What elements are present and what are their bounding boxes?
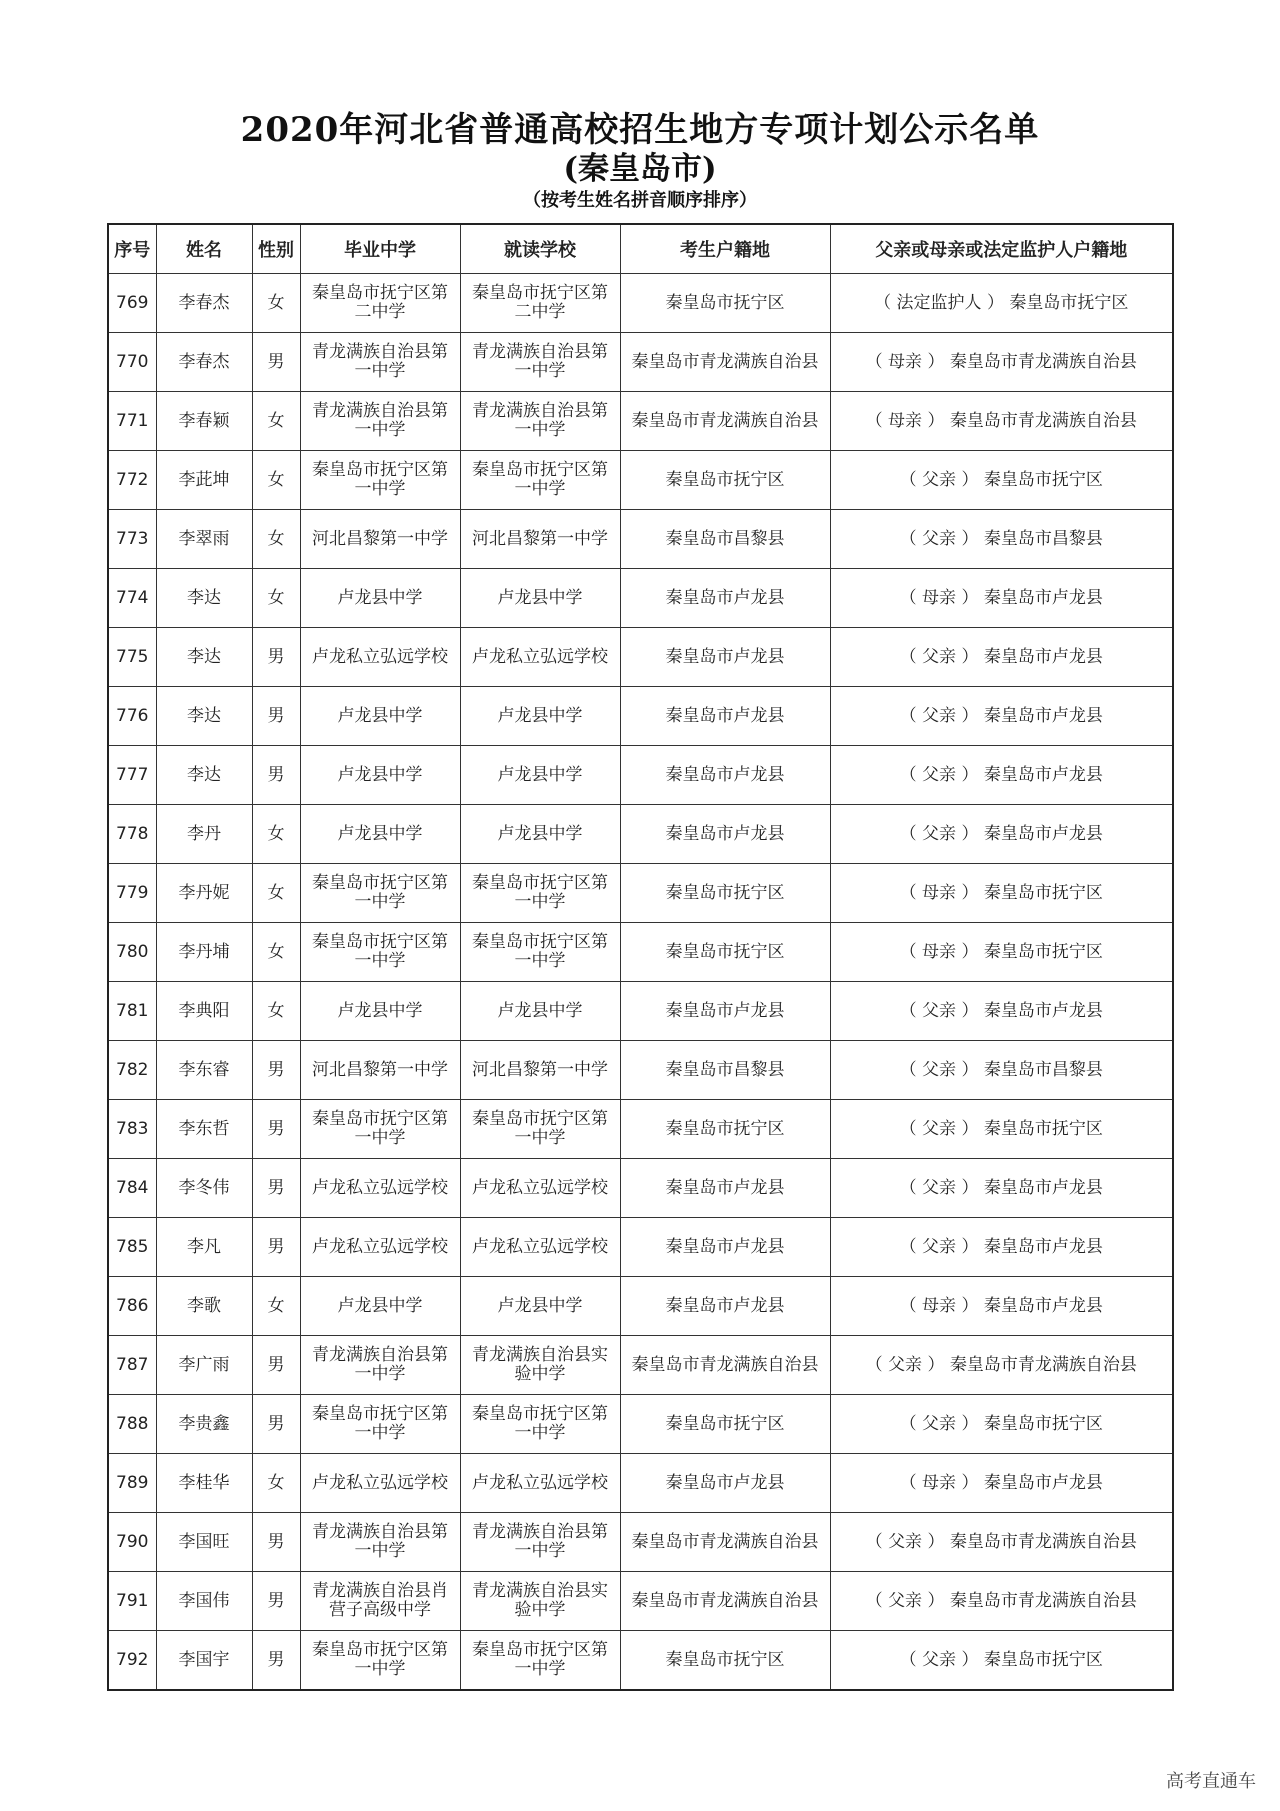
current-school-cell: 秦皇岛市抚宁区第一中学 <box>460 923 620 982</box>
graduation-school-cell: 卢龙私立弘远学校 <box>300 1218 460 1277</box>
current-school-cell: 青龙满族自治县第一中学 <box>460 333 620 392</box>
table-row <box>108 746 1173 805</box>
hukou-cell: 秦皇岛市抚宁区 <box>620 1631 830 1691</box>
seq-cell: 782 <box>108 1041 156 1100</box>
name-cell: 李国宇 <box>156 1631 252 1691</box>
gender-cell: 女 <box>252 864 300 923</box>
graduation-school-cell: 青龙满族自治县第一中学 <box>300 392 460 451</box>
table-row <box>108 805 1173 864</box>
graduation-school-cell: 卢龙私立弘远学校 <box>300 628 460 687</box>
guardian-hukou-cell: （ 父亲 ） 秦皇岛市昌黎县 <box>830 510 1173 569</box>
hukou-cell: 秦皇岛市青龙满族自治县 <box>620 1336 830 1395</box>
hukou-cell: 秦皇岛市卢龙县 <box>620 1159 830 1218</box>
graduation-school-cell: 青龙满族自治县第一中学 <box>300 1336 460 1395</box>
current-school-cell: 秦皇岛市抚宁区第一中学 <box>460 1395 620 1454</box>
graduation-school-cell: 卢龙县中学 <box>300 805 460 864</box>
gender-cell: 女 <box>252 392 300 451</box>
current-school-cell: 卢龙县中学 <box>460 982 620 1041</box>
name-cell: 李国伟 <box>156 1572 252 1631</box>
hukou-cell: 秦皇岛市卢龙县 <box>620 982 830 1041</box>
header-row <box>108 224 1173 274</box>
table-row <box>108 1454 1173 1513</box>
hukou-cell: 秦皇岛市卢龙县 <box>620 1277 830 1336</box>
gender-cell: 男 <box>252 746 300 805</box>
current-school-cell: 卢龙私立弘远学校 <box>460 1218 620 1277</box>
seq-cell: 786 <box>108 1277 156 1336</box>
guardian-hukou-cell: （ 父亲 ） 秦皇岛市卢龙县 <box>830 628 1173 687</box>
column-header: 姓名 <box>156 224 252 274</box>
table-row <box>108 1631 1173 1691</box>
guardian-hukou-cell: （ 父亲 ） 秦皇岛市抚宁区 <box>830 1631 1173 1691</box>
hukou-cell: 秦皇岛市卢龙县 <box>620 1218 830 1277</box>
graduation-school-cell: 卢龙县中学 <box>300 982 460 1041</box>
current-school-cell: 卢龙私立弘远学校 <box>460 1454 620 1513</box>
table-row <box>108 451 1173 510</box>
hukou-cell: 秦皇岛市卢龙县 <box>620 805 830 864</box>
hukou-cell: 秦皇岛市抚宁区 <box>620 1395 830 1454</box>
graduation-school-cell: 秦皇岛市抚宁区第一中学 <box>300 1100 460 1159</box>
gender-cell: 女 <box>252 1454 300 1513</box>
gender-cell: 男 <box>252 1395 300 1454</box>
current-school-cell: 河北昌黎第一中学 <box>460 1041 620 1100</box>
gender-cell: 男 <box>252 1572 300 1631</box>
gender-cell: 男 <box>252 1513 300 1572</box>
current-school-cell: 青龙满族自治县实验中学 <box>460 1572 620 1631</box>
seq-cell: 771 <box>108 392 156 451</box>
guardian-hukou-cell: （ 法定监护人 ） 秦皇岛市抚宁区 <box>830 274 1173 333</box>
graduation-school-cell: 秦皇岛市抚宁区第一中学 <box>300 923 460 982</box>
gender-cell: 男 <box>252 1159 300 1218</box>
name-cell: 李春颖 <box>156 392 252 451</box>
column-header: 考生户籍地 <box>620 224 830 274</box>
gender-cell: 女 <box>252 274 300 333</box>
column-header: 毕业中学 <box>300 224 460 274</box>
hukou-cell: 秦皇岛市青龙满族自治县 <box>620 333 830 392</box>
name-cell: 李春杰 <box>156 274 252 333</box>
gender-cell: 男 <box>252 628 300 687</box>
table-row <box>108 1041 1173 1100</box>
table-row <box>108 1277 1173 1336</box>
gender-cell: 女 <box>252 923 300 982</box>
name-cell: 李冬伟 <box>156 1159 252 1218</box>
name-cell: 李达 <box>156 687 252 746</box>
current-school-cell: 卢龙县中学 <box>460 805 620 864</box>
seq-cell: 770 <box>108 333 156 392</box>
seq-cell: 769 <box>108 274 156 333</box>
roster-table <box>107 223 1174 1691</box>
sort-note: （按考生姓名拼音顺序排序） <box>523 190 757 211</box>
table-row <box>108 982 1173 1041</box>
seq-cell: 790 <box>108 1513 156 1572</box>
name-cell: 李凡 <box>156 1218 252 1277</box>
current-school-cell: 卢龙县中学 <box>460 1277 620 1336</box>
hukou-cell: 秦皇岛市卢龙县 <box>620 628 830 687</box>
name-cell: 李桂华 <box>156 1454 252 1513</box>
guardian-hukou-cell: （ 父亲 ） 秦皇岛市卢龙县 <box>830 1159 1173 1218</box>
hukou-cell: 秦皇岛市抚宁区 <box>620 864 830 923</box>
name-cell: 李丹妮 <box>156 864 252 923</box>
name-cell: 李翠雨 <box>156 510 252 569</box>
guardian-hukou-cell: （ 母亲 ） 秦皇岛市抚宁区 <box>830 864 1173 923</box>
guardian-hukou-cell: （ 父亲 ） 秦皇岛市卢龙县 <box>830 805 1173 864</box>
table-row <box>108 274 1173 333</box>
name-cell: 李国旺 <box>156 1513 252 1572</box>
current-school-cell: 卢龙县中学 <box>460 687 620 746</box>
seq-cell: 784 <box>108 1159 156 1218</box>
name-cell: 李茈坤 <box>156 451 252 510</box>
hukou-cell: 秦皇岛市昌黎县 <box>620 1041 830 1100</box>
table-row <box>108 1336 1173 1395</box>
gender-cell: 女 <box>252 451 300 510</box>
column-header: 父亲或母亲或法定监护人户籍地 <box>830 224 1173 274</box>
table-row <box>108 628 1173 687</box>
name-cell: 李歌 <box>156 1277 252 1336</box>
hukou-cell: 秦皇岛市抚宁区 <box>620 451 830 510</box>
graduation-school-cell: 青龙满族自治县肖营子高级中学 <box>300 1572 460 1631</box>
name-cell: 李丹 <box>156 805 252 864</box>
guardian-hukou-cell: （ 母亲 ） 秦皇岛市青龙满族自治县 <box>830 333 1173 392</box>
graduation-school-cell: 卢龙私立弘远学校 <box>300 1454 460 1513</box>
gender-cell: 男 <box>252 333 300 392</box>
column-header: 序号 <box>108 224 156 274</box>
guardian-hukou-cell: （ 母亲 ） 秦皇岛市抚宁区 <box>830 923 1173 982</box>
hukou-cell: 秦皇岛市青龙满族自治县 <box>620 1572 830 1631</box>
name-cell: 李达 <box>156 746 252 805</box>
graduation-school-cell: 秦皇岛市抚宁区第一中学 <box>300 451 460 510</box>
name-cell: 李达 <box>156 628 252 687</box>
hukou-cell: 秦皇岛市卢龙县 <box>620 569 830 628</box>
table-row <box>108 1513 1173 1572</box>
guardian-hukou-cell: （ 母亲 ） 秦皇岛市青龙满族自治县 <box>830 392 1173 451</box>
seq-cell: 773 <box>108 510 156 569</box>
current-school-cell: 卢龙县中学 <box>460 569 620 628</box>
guardian-hukou-cell: （ 父亲 ） 秦皇岛市卢龙县 <box>830 982 1173 1041</box>
hukou-cell: 秦皇岛市卢龙县 <box>620 1454 830 1513</box>
table-row <box>108 569 1173 628</box>
gender-cell: 女 <box>252 805 300 864</box>
graduation-school-cell: 青龙满族自治县第一中学 <box>300 333 460 392</box>
column-header: 就读学校 <box>460 224 620 274</box>
graduation-school-cell: 秦皇岛市抚宁区第一中学 <box>300 864 460 923</box>
table-row <box>108 1395 1173 1454</box>
name-cell: 李广雨 <box>156 1336 252 1395</box>
current-school-cell: 青龙满族自治县第一中学 <box>460 1513 620 1572</box>
seq-cell: 779 <box>108 864 156 923</box>
current-school-cell: 卢龙县中学 <box>460 746 620 805</box>
name-cell: 李东哲 <box>156 1100 252 1159</box>
gender-cell: 男 <box>252 1218 300 1277</box>
seq-cell: 783 <box>108 1100 156 1159</box>
current-school-cell: 秦皇岛市抚宁区第一中学 <box>460 1631 620 1691</box>
gender-cell: 男 <box>252 1631 300 1691</box>
seq-cell: 781 <box>108 982 156 1041</box>
graduation-school-cell: 秦皇岛市抚宁区第一中学 <box>300 1395 460 1454</box>
hukou-cell: 秦皇岛市卢龙县 <box>620 687 830 746</box>
guardian-hukou-cell: （ 父亲 ） 秦皇岛市青龙满族自治县 <box>830 1513 1173 1572</box>
graduation-school-cell: 青龙满族自治县第一中学 <box>300 1513 460 1572</box>
current-school-cell: 秦皇岛市抚宁区第一中学 <box>460 451 620 510</box>
seq-cell: 772 <box>108 451 156 510</box>
name-cell: 李丹埔 <box>156 923 252 982</box>
guardian-hukou-cell: （ 父亲 ） 秦皇岛市昌黎县 <box>830 1041 1173 1100</box>
seq-cell: 775 <box>108 628 156 687</box>
gender-cell: 男 <box>252 687 300 746</box>
seq-cell: 774 <box>108 569 156 628</box>
name-cell: 李典阳 <box>156 982 252 1041</box>
hukou-cell: 秦皇岛市卢龙县 <box>620 746 830 805</box>
current-school-cell: 青龙满族自治县第一中学 <box>460 392 620 451</box>
hukou-cell: 秦皇岛市抚宁区 <box>620 274 830 333</box>
graduation-school-cell: 秦皇岛市抚宁区第二中学 <box>300 274 460 333</box>
guardian-hukou-cell: （ 父亲 ） 秦皇岛市抚宁区 <box>830 451 1173 510</box>
guardian-hukou-cell: （ 父亲 ） 秦皇岛市抚宁区 <box>830 1100 1173 1159</box>
guardian-hukou-cell: （ 父亲 ） 秦皇岛市青龙满族自治县 <box>830 1336 1173 1395</box>
table-row <box>108 864 1173 923</box>
seq-cell: 777 <box>108 746 156 805</box>
seq-cell: 785 <box>108 1218 156 1277</box>
gender-cell: 女 <box>252 982 300 1041</box>
guardian-hukou-cell: （ 母亲 ） 秦皇岛市卢龙县 <box>830 1454 1173 1513</box>
seq-cell: 791 <box>108 1572 156 1631</box>
graduation-school-cell: 河北昌黎第一中学 <box>300 510 460 569</box>
name-cell: 李东睿 <box>156 1041 252 1100</box>
gender-cell: 女 <box>252 510 300 569</box>
hukou-cell: 秦皇岛市青龙满族自治县 <box>620 1513 830 1572</box>
roster-body <box>108 274 1173 1691</box>
gender-cell: 女 <box>252 1277 300 1336</box>
current-school-cell: 秦皇岛市抚宁区第二中学 <box>460 274 620 333</box>
guardian-hukou-cell: （ 父亲 ） 秦皇岛市抚宁区 <box>830 1395 1173 1454</box>
table-row <box>108 1100 1173 1159</box>
table-row <box>108 687 1173 746</box>
graduation-school-cell: 卢龙县中学 <box>300 569 460 628</box>
graduation-school-cell: 卢龙县中学 <box>300 1277 460 1336</box>
graduation-school-cell: 河北昌黎第一中学 <box>300 1041 460 1100</box>
name-cell: 李春杰 <box>156 333 252 392</box>
document-subtitle: (秦皇岛市) <box>563 151 717 187</box>
current-school-cell: 卢龙私立弘远学校 <box>460 1159 620 1218</box>
seq-cell: 788 <box>108 1395 156 1454</box>
guardian-hukou-cell: （ 父亲 ） 秦皇岛市青龙满族自治县 <box>830 1572 1173 1631</box>
table-row <box>108 1218 1173 1277</box>
guardian-hukou-cell: （ 母亲 ） 秦皇岛市卢龙县 <box>830 1277 1173 1336</box>
guardian-hukou-cell: （ 父亲 ） 秦皇岛市卢龙县 <box>830 746 1173 805</box>
guardian-hukou-cell: （ 父亲 ） 秦皇岛市卢龙县 <box>830 1218 1173 1277</box>
current-school-cell: 青龙满族自治县实验中学 <box>460 1336 620 1395</box>
seq-cell: 787 <box>108 1336 156 1395</box>
gender-cell: 男 <box>252 1336 300 1395</box>
seq-cell: 780 <box>108 923 156 982</box>
hukou-cell: 秦皇岛市抚宁区 <box>620 1100 830 1159</box>
table-row <box>108 1572 1173 1631</box>
seq-cell: 778 <box>108 805 156 864</box>
table-row <box>108 1159 1173 1218</box>
current-school-cell: 秦皇岛市抚宁区第一中学 <box>460 864 620 923</box>
gender-cell: 男 <box>252 1041 300 1100</box>
current-school-cell: 卢龙私立弘远学校 <box>460 628 620 687</box>
table-row <box>108 923 1173 982</box>
seq-cell: 792 <box>108 1631 156 1691</box>
hukou-cell: 秦皇岛市青龙满族自治县 <box>620 392 830 451</box>
hukou-cell: 秦皇岛市抚宁区 <box>620 923 830 982</box>
column-header: 性别 <box>252 224 300 274</box>
table-row <box>108 392 1173 451</box>
gender-cell: 男 <box>252 1100 300 1159</box>
guardian-hukou-cell: （ 母亲 ） 秦皇岛市卢龙县 <box>830 569 1173 628</box>
graduation-school-cell: 卢龙私立弘远学校 <box>300 1159 460 1218</box>
hukou-cell: 秦皇岛市昌黎县 <box>620 510 830 569</box>
document-title: 2020年河北省普通高校招生地方专项计划公示名单 <box>240 110 1040 150</box>
guardian-hukou-cell: （ 父亲 ） 秦皇岛市卢龙县 <box>830 687 1173 746</box>
table-row <box>108 333 1173 392</box>
graduation-school-cell: 秦皇岛市抚宁区第一中学 <box>300 1631 460 1691</box>
name-cell: 李贵鑫 <box>156 1395 252 1454</box>
gender-cell: 女 <box>252 569 300 628</box>
table-row <box>108 510 1173 569</box>
seq-cell: 789 <box>108 1454 156 1513</box>
graduation-school-cell: 卢龙县中学 <box>300 687 460 746</box>
graduation-school-cell: 卢龙县中学 <box>300 746 460 805</box>
current-school-cell: 河北昌黎第一中学 <box>460 510 620 569</box>
seq-cell: 776 <box>108 687 156 746</box>
current-school-cell: 秦皇岛市抚宁区第一中学 <box>460 1100 620 1159</box>
watermark-text: 高考直通车 <box>1166 1771 1256 1792</box>
name-cell: 李达 <box>156 569 252 628</box>
